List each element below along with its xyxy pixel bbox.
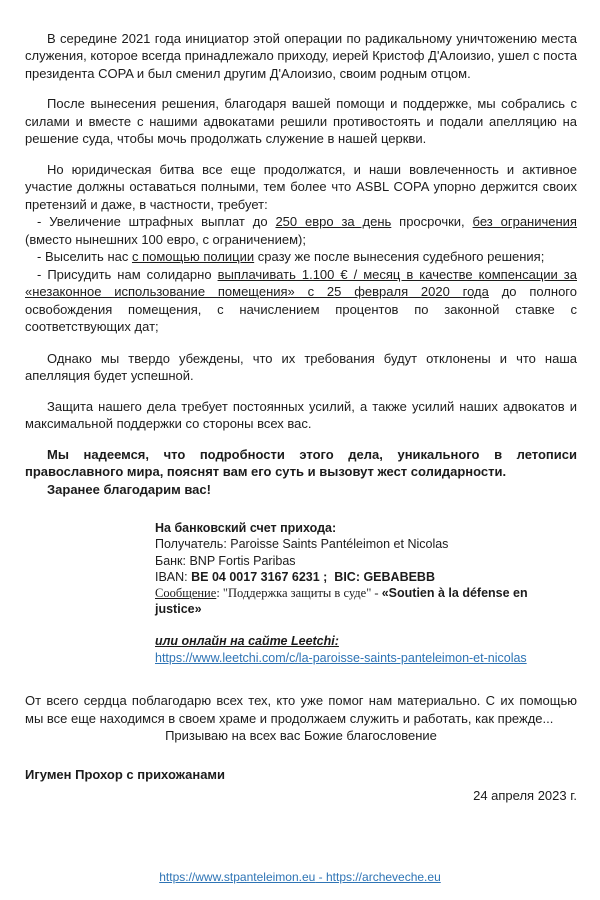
bank-message	[155, 585, 577, 618]
bank-details-block	[155, 520, 577, 666]
blessing-line: Призываю на всех вас Божие благословение	[165, 728, 437, 744]
paragraph-gratitude: От всего сердца поблагодарю всех тех, кто уже помог нам материально. С их помощью мы все еще находимся в своем храме и продолжаем служить и работать, как прежде...	[25, 693, 577, 726]
footer-link-separator: -	[315, 870, 326, 884]
text-segment: : "Поддержка защиты в суде" -	[216, 586, 382, 601]
demand-item-fines	[25, 213, 577, 248]
bank-name: Банк: BNP Fortis Paribas	[155, 553, 296, 568]
text-segment: - Присудить нам солидарно	[37, 266, 218, 282]
text-segment: просрочки,	[391, 214, 473, 230]
paragraph-hope: Мы надеемся, что подробности этого дела, уникального в летописи православного мира, пояснят вам его суть и вызовут жест солидарности.	[25, 446, 577, 480]
text-segment: с помощью полиции	[131, 249, 255, 265]
leetchi-link[interactable]: https://www.leetchi.com/c/la-paroisse-saints-panteleimon-et-nicolas	[155, 650, 527, 665]
demands-list	[25, 213, 577, 335]
bank-iban	[155, 569, 577, 585]
footer-link-archeveche[interactable]: https://archeveche.eu	[326, 870, 441, 884]
paragraph-appeal: После вынесения решения, благодаря вашей помощи и поддержке, мы собрались с силами и вместе с нашими адвокатами решили противостоять и подали апелляцию на решение суда, чтобы мочь продолжать служение в нашей церкви.	[25, 96, 577, 147]
date-line: 24 апреля 2023 г.	[473, 788, 577, 804]
signature-line: Игумен Прохор с прихожанами	[25, 766, 226, 782]
demand-item-eviction	[25, 248, 577, 265]
text-segment: 250 евро за день	[275, 214, 392, 230]
paragraph-intro: В середине 2021 года инициатор этой операции по радикальному уничтожению места служения, которое всегда принадлежало приходу, иерей Кристоф Д'Алоизио, ушел с поста президента COPA и был сменил другим Д'Алоизио, своим родным отцом.	[25, 31, 577, 81]
text-segment: сразу же после вынесения судебного решения;	[254, 249, 545, 265]
leetchi-label: или онлайн на сайте Leetchi:	[155, 633, 339, 648]
text-segment: BE 04 0017 3167 6231 ; BIC: GEBABEBB	[191, 569, 435, 584]
demand-item-compensation	[25, 266, 577, 336]
footer-link-stpanteleimon[interactable]: https://www.stpanteleimon.eu	[159, 870, 316, 884]
text-segment: Сообщение	[155, 586, 217, 601]
text-segment: выплачивать 1.100 € / месяц в качестве компенсации за «незаконное использование помещения» с 25 февраля 2020 года	[25, 266, 577, 300]
paragraph-thanks: Заранее благодарим вас!	[47, 481, 211, 497]
paragraph-confidence: Однако мы твердо убеждены, что их требования будут отклонены и что наша апелляция будет успешной.	[25, 350, 577, 384]
paragraph-legal-battle: Но юридическая битва все еще продолжатся, и наши вовлеченность и активное участие должны оставаться полными, тем более что ASBL COPA упорно держится своих претензий и даже, в частности, требует:	[25, 161, 577, 212]
paragraph-defense: Защита нашего дела требует постоянных усилий, а также усилий наших адвокатов и максимальной поддержки со стороны всех вас.	[25, 398, 577, 432]
text-segment: - Увеличение штрафных выплат до	[37, 214, 276, 230]
text-segment: - Выселить нас	[37, 249, 132, 265]
footer-links	[0, 869, 600, 885]
text-segment: «Soutien à la défense en justice»	[155, 586, 528, 617]
text-segment: IBAN:	[155, 569, 192, 584]
text-segment: (вместо нынешних 100 евро, с ограничением);	[25, 231, 306, 247]
bank-title: На банковский счет прихода:	[155, 521, 337, 536]
bank-recipient: Получатель: Paroisse Saints Pantéleimon et Nicolas	[155, 537, 449, 552]
text-segment: до полного освобождения помещения, с начислением процентов по законной ставке с соответствующих дат;	[25, 284, 577, 335]
text-segment: без ограничения	[472, 214, 577, 230]
